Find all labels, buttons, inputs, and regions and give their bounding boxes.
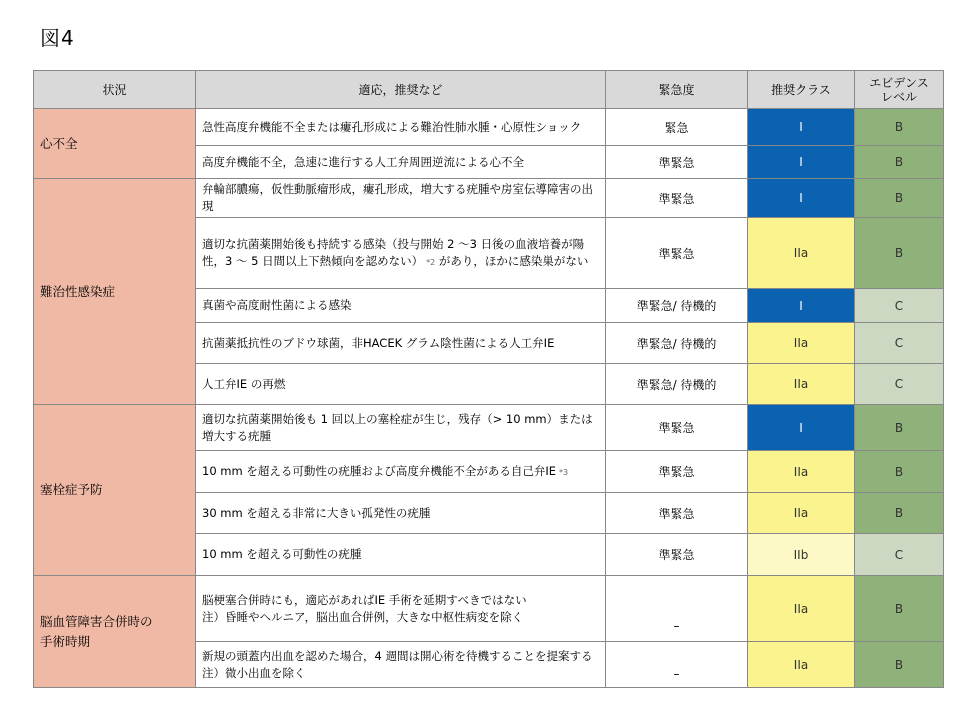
situation-embolism-prevention: 塞栓症予防 <box>34 405 196 576</box>
indication-cell <box>196 218 606 289</box>
header-situation: 状況 <box>34 71 196 109</box>
header-indication: 適応，推奨など <box>196 71 606 109</box>
recommendation-table <box>33 70 944 688</box>
evidence-cell: C <box>855 289 944 323</box>
class-cell: IIa <box>748 218 855 289</box>
urgency-cell: 緊急 <box>606 109 748 146</box>
urgency-cell: 準緊急 <box>606 218 748 289</box>
indication-text: 適切な抗菌薬開始後も持続する感染（投与開始 2 〜3 日後の血液培養が陽性，3 〜 5 日間以上下熱傾向を認めない） <box>202 236 585 268</box>
indication-text-tail: があり，ほかに感染巣がない <box>438 253 589 268</box>
evidence-cell: B <box>855 451 944 493</box>
indication-cell: 適切な抗菌薬開始後も 1 回以上の塞栓症が生じ，残存（> 10 mm）または増大する疣腫 <box>196 405 606 451</box>
table-row <box>34 179 944 218</box>
urgency-cell: – <box>606 642 748 688</box>
class-cell: IIb <box>748 534 855 576</box>
indication-cell: 真菌や高度耐性菌による感染 <box>196 289 606 323</box>
urgency-cell: – <box>606 576 748 642</box>
header-class: 推奨クラス <box>748 71 855 109</box>
class-cell: IIa <box>748 576 855 642</box>
evidence-cell: B <box>855 405 944 451</box>
evidence-cell: B <box>855 576 944 642</box>
class-cell: I <box>748 146 855 179</box>
urgency-cell: 準緊急 <box>606 534 748 576</box>
indication-cell: 脳梗塞合併時にも，適応があればIE 手術を延期すべきではない 注）昏睡やヘルニア，脳出血合併例，大きな中枢性病変を除く <box>196 576 606 642</box>
indication-cell: 人工弁IE の再燃 <box>196 364 606 405</box>
evidence-cell: C <box>855 534 944 576</box>
situation-refractory-infection: 難治性感染症 <box>34 179 196 405</box>
class-cell: IIa <box>748 493 855 534</box>
evidence-cell: B <box>855 109 944 146</box>
urgency-cell: 準緊急 <box>606 179 748 218</box>
evidence-cell: B <box>855 218 944 289</box>
figure-title: 図4 <box>40 26 75 50</box>
evidence-cell: C <box>855 323 944 364</box>
evidence-cell: B <box>855 642 944 688</box>
urgency-cell: 準緊急/ 待機的 <box>606 364 748 405</box>
indication-cell <box>196 451 606 493</box>
urgency-cell: 準緊急 <box>606 493 748 534</box>
indication-cell: 弁輪部膿瘍，仮性動脈瘤形成，瘻孔形成，増大する疣腫や房室伝導障害の出現 <box>196 179 606 218</box>
indication-cell: 新規の頭蓋内出血を認めた場合，4 週間は開心術を待機することを提案する注）微小出血を除く <box>196 642 606 688</box>
indication-text: 10 mm を超える可動性の疣腫および高度弁機能不全がある自己弁IE <box>202 463 557 478</box>
class-cell: IIa <box>748 364 855 405</box>
class-cell: I <box>748 179 855 218</box>
indication-cell: 高度弁機能不全，急速に進行する人工弁周囲逆流による心不全 <box>196 146 606 179</box>
situation-cerebrovascular-timing: 脳血管障害合併時の 手術時期 <box>34 576 196 688</box>
table-row <box>34 405 944 451</box>
urgency-cell: 準緊急 <box>606 405 748 451</box>
indication-cell: 10 mm を超える可動性の疣腫 <box>196 534 606 576</box>
header-evidence: エビデンス レベル <box>855 71 944 109</box>
table-row <box>34 576 944 642</box>
evidence-cell: B <box>855 179 944 218</box>
table-header-row <box>34 71 944 109</box>
situation-heart-failure: 心不全 <box>34 109 196 179</box>
evidence-cell: C <box>855 364 944 405</box>
urgency-cell: 準緊急/ 待機的 <box>606 323 748 364</box>
indication-cell: 抗菌薬抵抗性のブドウ球菌，非HACEK グラム陰性菌による人工弁IE <box>196 323 606 364</box>
class-cell: I <box>748 289 855 323</box>
urgency-cell: 準緊急/ 待機的 <box>606 289 748 323</box>
urgency-cell: 準緊急 <box>606 146 748 179</box>
table-row <box>34 109 944 146</box>
evidence-cell: B <box>855 146 944 179</box>
indication-cell: 急性高度弁機能不全または瘻孔形成による難治性肺水腫・心原性ショック <box>196 109 606 146</box>
class-cell: IIa <box>748 451 855 493</box>
class-cell: I <box>748 109 855 146</box>
evidence-cell: B <box>855 493 944 534</box>
footnote-marker: *2 <box>426 257 436 267</box>
footnote-marker: *3 <box>559 467 569 477</box>
header-urgency: 緊急度 <box>606 71 748 109</box>
urgency-cell: 準緊急 <box>606 451 748 493</box>
class-cell: IIa <box>748 642 855 688</box>
indication-cell: 30 mm を超える非常に大きい孤発性の疣腫 <box>196 493 606 534</box>
class-cell: IIa <box>748 323 855 364</box>
class-cell: I <box>748 405 855 451</box>
